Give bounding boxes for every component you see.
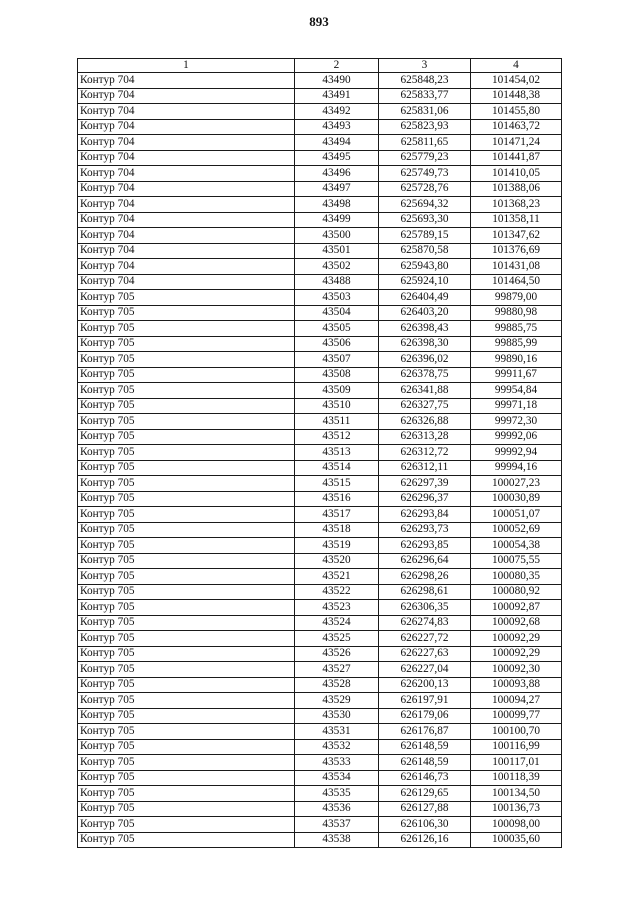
table-row <box>78 662 562 678</box>
coordinate-y-cell: 100080,35 <box>471 569 562 585</box>
coordinate-y-cell: 100092,68 <box>471 615 562 631</box>
table-row <box>78 817 562 833</box>
column-header: 4 <box>471 59 562 73</box>
coordinate-x-cell: 625779,23 <box>379 150 471 166</box>
coordinate-x-cell: 626296,64 <box>379 553 471 569</box>
coordinate-x-cell: 626126,16 <box>379 832 471 848</box>
coordinate-y-cell: 100051,07 <box>471 507 562 523</box>
contour-name-cell: Контур 704 <box>78 88 295 104</box>
coordinate-y-cell: 101448,38 <box>471 88 562 104</box>
coordinate-y-cell: 99885,99 <box>471 336 562 352</box>
contour-name-cell: Контур 705 <box>78 429 295 445</box>
coordinate-y-cell: 101388,06 <box>471 181 562 197</box>
coordinate-y-cell: 99880,98 <box>471 305 562 321</box>
coordinate-y-cell: 101347,62 <box>471 228 562 244</box>
contour-name-cell: Контур 704 <box>78 228 295 244</box>
table-row <box>78 739 562 755</box>
table-row <box>78 383 562 399</box>
coordinate-y-cell: 101410,05 <box>471 166 562 182</box>
coordinate-x-cell: 625789,15 <box>379 228 471 244</box>
point-number-cell: 43534 <box>295 770 379 786</box>
table-row <box>78 445 562 461</box>
table-row <box>78 336 562 352</box>
coordinate-x-cell: 626179,06 <box>379 708 471 724</box>
coordinate-x-cell: 626227,63 <box>379 646 471 662</box>
point-number-cell: 43500 <box>295 228 379 244</box>
coordinate-x-cell: 625823,93 <box>379 119 471 135</box>
coordinate-x-cell: 626127,88 <box>379 801 471 817</box>
contour-name-cell: Контур 705 <box>78 755 295 771</box>
contour-name-cell: Контур 705 <box>78 290 295 306</box>
coordinate-y-cell: 100052,69 <box>471 522 562 538</box>
contour-name-cell: Контур 705 <box>78 693 295 709</box>
coordinate-x-cell: 626227,72 <box>379 631 471 647</box>
point-number-cell: 43510 <box>295 398 379 414</box>
point-number-cell: 43538 <box>295 832 379 848</box>
contour-name-cell: Контур 705 <box>78 724 295 740</box>
coordinate-y-cell: 101368,23 <box>471 197 562 213</box>
coordinate-x-cell: 626326,88 <box>379 414 471 430</box>
coordinate-x-cell: 626296,37 <box>379 491 471 507</box>
point-number-cell: 43517 <box>295 507 379 523</box>
table-row <box>78 352 562 368</box>
coordinate-y-cell: 100094,27 <box>471 693 562 709</box>
point-number-cell: 43502 <box>295 259 379 275</box>
point-number-cell: 43526 <box>295 646 379 662</box>
point-number-cell: 43497 <box>295 181 379 197</box>
table-row <box>78 708 562 724</box>
table-row <box>78 646 562 662</box>
coordinate-y-cell: 100092,87 <box>471 600 562 616</box>
point-number-cell: 43530 <box>295 708 379 724</box>
coordinate-x-cell: 626398,43 <box>379 321 471 337</box>
point-number-cell: 43512 <box>295 429 379 445</box>
coordinate-y-cell: 101431,08 <box>471 259 562 275</box>
point-number-cell: 43490 <box>295 73 379 89</box>
coordinate-y-cell: 100080,92 <box>471 584 562 600</box>
coordinate-y-cell: 100116,99 <box>471 739 562 755</box>
point-number-cell: 43525 <box>295 631 379 647</box>
contour-name-cell: Контур 705 <box>78 600 295 616</box>
point-number-cell: 43507 <box>295 352 379 368</box>
coordinate-x-cell: 626327,75 <box>379 398 471 414</box>
contour-name-cell: Контур 705 <box>78 832 295 848</box>
table-row <box>78 600 562 616</box>
coordinate-y-cell: 100092,29 <box>471 646 562 662</box>
coordinate-x-cell: 626298,26 <box>379 569 471 585</box>
contour-name-cell: Контур 704 <box>78 135 295 151</box>
point-number-cell: 43516 <box>295 491 379 507</box>
coordinate-y-cell: 100136,73 <box>471 801 562 817</box>
point-number-cell: 43494 <box>295 135 379 151</box>
coordinate-x-cell: 625870,58 <box>379 243 471 259</box>
table-row <box>78 522 562 538</box>
point-number-cell: 43515 <box>295 476 379 492</box>
point-number-cell: 43518 <box>295 522 379 538</box>
contour-name-cell: Контур 704 <box>78 73 295 89</box>
point-number-cell: 43520 <box>295 553 379 569</box>
coordinate-y-cell: 101463,72 <box>471 119 562 135</box>
point-number-cell: 43531 <box>295 724 379 740</box>
coordinates-table <box>77 58 562 848</box>
table-row <box>78 88 562 104</box>
table-row <box>78 507 562 523</box>
contour-name-cell: Контур 704 <box>78 119 295 135</box>
coordinate-y-cell: 99972,30 <box>471 414 562 430</box>
contour-name-cell: Контур 705 <box>78 569 295 585</box>
contour-name-cell: Контур 705 <box>78 476 295 492</box>
coordinate-y-cell: 101455,80 <box>471 104 562 120</box>
coordinate-y-cell: 100035,60 <box>471 832 562 848</box>
coordinate-x-cell: 625728,76 <box>379 181 471 197</box>
contour-name-cell: Контур 704 <box>78 150 295 166</box>
table-body <box>78 73 562 848</box>
contour-name-cell: Контур 704 <box>78 259 295 275</box>
contour-name-cell: Контур 705 <box>78 708 295 724</box>
point-number-cell: 43496 <box>295 166 379 182</box>
table-row <box>78 305 562 321</box>
coordinate-x-cell: 626404,49 <box>379 290 471 306</box>
coordinate-y-cell: 99885,75 <box>471 321 562 337</box>
coordinate-y-cell: 100099,77 <box>471 708 562 724</box>
contour-name-cell: Контур 705 <box>78 445 295 461</box>
column-header: 1 <box>78 59 295 73</box>
contour-name-cell: Контур 705 <box>78 786 295 802</box>
contour-name-cell: Контур 705 <box>78 662 295 678</box>
coordinate-y-cell: 101441,87 <box>471 150 562 166</box>
contour-name-cell: Контур 705 <box>78 352 295 368</box>
table-row <box>78 274 562 290</box>
coordinate-y-cell: 99992,94 <box>471 445 562 461</box>
coordinate-x-cell: 626312,11 <box>379 460 471 476</box>
coordinate-x-cell: 626176,87 <box>379 724 471 740</box>
coordinate-x-cell: 626200,13 <box>379 677 471 693</box>
coordinate-x-cell: 625693,30 <box>379 212 471 228</box>
coordinate-x-cell: 626378,75 <box>379 367 471 383</box>
contour-name-cell: Контур 704 <box>78 274 295 290</box>
coordinate-x-cell: 625749,73 <box>379 166 471 182</box>
coordinate-x-cell: 626398,30 <box>379 336 471 352</box>
contour-name-cell: Контур 705 <box>78 631 295 647</box>
coordinate-x-cell: 626148,59 <box>379 755 471 771</box>
contour-name-cell: Контур 705 <box>78 584 295 600</box>
point-number-cell: 43524 <box>295 615 379 631</box>
contour-name-cell: Контур 705 <box>78 383 295 399</box>
coordinate-x-cell: 626106,30 <box>379 817 471 833</box>
point-number-cell: 43503 <box>295 290 379 306</box>
coordinate-x-cell: 626298,61 <box>379 584 471 600</box>
coordinate-y-cell: 100098,00 <box>471 817 562 833</box>
coordinate-x-cell: 626148,59 <box>379 739 471 755</box>
contour-name-cell: Контур 705 <box>78 305 295 321</box>
coordinate-y-cell: 99911,67 <box>471 367 562 383</box>
coordinate-y-cell: 100093,88 <box>471 677 562 693</box>
contour-name-cell: Контур 705 <box>78 553 295 569</box>
point-number-cell: 43511 <box>295 414 379 430</box>
contour-name-cell: Контур 705 <box>78 646 295 662</box>
point-number-cell: 43528 <box>295 677 379 693</box>
coordinate-x-cell: 626403,20 <box>379 305 471 321</box>
coordinate-y-cell: 100030,89 <box>471 491 562 507</box>
contour-name-cell: Контур 705 <box>78 460 295 476</box>
contour-name-cell: Контур 705 <box>78 770 295 786</box>
coordinate-y-cell: 99992,06 <box>471 429 562 445</box>
coordinate-y-cell: 100054,38 <box>471 538 562 554</box>
table-row <box>78 290 562 306</box>
contour-name-cell: Контур 705 <box>78 801 295 817</box>
table-row <box>78 584 562 600</box>
coordinate-x-cell: 625833,77 <box>379 88 471 104</box>
coordinate-y-cell: 101464,50 <box>471 274 562 290</box>
table-row <box>78 197 562 213</box>
contour-name-cell: Контур 705 <box>78 398 295 414</box>
point-number-cell: 43514 <box>295 460 379 476</box>
table-row <box>78 228 562 244</box>
coordinate-x-cell: 626227,04 <box>379 662 471 678</box>
coordinate-x-cell: 626146,73 <box>379 770 471 786</box>
point-number-cell: 43536 <box>295 801 379 817</box>
contour-name-cell: Контур 705 <box>78 538 295 554</box>
coordinate-x-cell: 626396,02 <box>379 352 471 368</box>
coordinate-x-cell: 625811,65 <box>379 135 471 151</box>
table-row <box>78 135 562 151</box>
table-row <box>78 243 562 259</box>
contour-name-cell: Контур 705 <box>78 817 295 833</box>
coordinate-y-cell: 100027,23 <box>471 476 562 492</box>
point-number-cell: 43529 <box>295 693 379 709</box>
contour-name-cell: Контур 705 <box>78 507 295 523</box>
table-row <box>78 166 562 182</box>
point-number-cell: 43509 <box>295 383 379 399</box>
table-row <box>78 367 562 383</box>
coordinate-y-cell: 99994,16 <box>471 460 562 476</box>
table-row <box>78 786 562 802</box>
point-number-cell: 43527 <box>295 662 379 678</box>
table-row <box>78 414 562 430</box>
contour-name-cell: Контур 704 <box>78 166 295 182</box>
point-number-cell: 43535 <box>295 786 379 802</box>
point-number-cell: 43523 <box>295 600 379 616</box>
coordinate-y-cell: 99971,18 <box>471 398 562 414</box>
contour-name-cell: Контур 705 <box>78 414 295 430</box>
coordinate-x-cell: 626293,73 <box>379 522 471 538</box>
table-row <box>78 631 562 647</box>
table-row <box>78 491 562 507</box>
coordinate-y-cell: 101376,69 <box>471 243 562 259</box>
table-row <box>78 259 562 275</box>
coordinate-x-cell: 626341,88 <box>379 383 471 399</box>
table-row <box>78 181 562 197</box>
point-number-cell: 43505 <box>295 321 379 337</box>
contour-name-cell: Контур 704 <box>78 197 295 213</box>
point-number-cell: 43521 <box>295 569 379 585</box>
table-row <box>78 615 562 631</box>
point-number-cell: 43495 <box>295 150 379 166</box>
point-number-cell: 43508 <box>295 367 379 383</box>
coordinate-y-cell: 101454,02 <box>471 73 562 89</box>
point-number-cell: 43506 <box>295 336 379 352</box>
contour-name-cell: Контур 705 <box>78 522 295 538</box>
coordinate-y-cell: 100092,30 <box>471 662 562 678</box>
coordinate-x-cell: 625924,10 <box>379 274 471 290</box>
contour-name-cell: Контур 705 <box>78 367 295 383</box>
point-number-cell: 43519 <box>295 538 379 554</box>
table-row <box>78 770 562 786</box>
coordinate-x-cell: 626293,85 <box>379 538 471 554</box>
coordinate-x-cell: 626313,28 <box>379 429 471 445</box>
contour-name-cell: Контур 704 <box>78 181 295 197</box>
table-row <box>78 429 562 445</box>
table-row <box>78 755 562 771</box>
coordinate-x-cell: 626306,35 <box>379 600 471 616</box>
coordinate-y-cell: 100134,50 <box>471 786 562 802</box>
table-row <box>78 398 562 414</box>
table-row <box>78 460 562 476</box>
coordinate-y-cell: 100092,29 <box>471 631 562 647</box>
contour-name-cell: Контур 705 <box>78 491 295 507</box>
coordinate-y-cell: 100117,01 <box>471 755 562 771</box>
table-row <box>78 569 562 585</box>
point-number-cell: 43493 <box>295 119 379 135</box>
table-row <box>78 677 562 693</box>
table-row <box>78 212 562 228</box>
column-header: 3 <box>379 59 471 73</box>
point-number-cell: 43513 <box>295 445 379 461</box>
table-row <box>78 119 562 135</box>
coordinate-y-cell: 100118,39 <box>471 770 562 786</box>
point-number-cell: 43488 <box>295 274 379 290</box>
coordinate-y-cell: 101471,24 <box>471 135 562 151</box>
point-number-cell: 43537 <box>295 817 379 833</box>
coordinate-x-cell: 626274,83 <box>379 615 471 631</box>
point-number-cell: 43533 <box>295 755 379 771</box>
page-number: 893 <box>309 14 329 29</box>
coordinate-y-cell: 100075,55 <box>471 553 562 569</box>
point-number-cell: 43499 <box>295 212 379 228</box>
point-number-cell: 43491 <box>295 88 379 104</box>
contour-name-cell: Контур 704 <box>78 243 295 259</box>
table-row <box>78 724 562 740</box>
table-row <box>78 150 562 166</box>
point-number-cell: 43532 <box>295 739 379 755</box>
table-row <box>78 73 562 89</box>
table-row <box>78 538 562 554</box>
contour-name-cell: Контур 705 <box>78 739 295 755</box>
coordinate-x-cell: 626129,65 <box>379 786 471 802</box>
contour-name-cell: Контур 704 <box>78 104 295 120</box>
coordinate-x-cell: 625694,32 <box>379 197 471 213</box>
coordinate-y-cell: 99954,84 <box>471 383 562 399</box>
coordinate-y-cell: 99879,00 <box>471 290 562 306</box>
table-row <box>78 553 562 569</box>
coordinate-y-cell: 101358,11 <box>471 212 562 228</box>
table-row <box>78 801 562 817</box>
contour-name-cell: Контур 705 <box>78 615 295 631</box>
column-header: 2 <box>295 59 379 73</box>
contour-name-cell: Контур 705 <box>78 677 295 693</box>
coordinate-x-cell: 625831,06 <box>379 104 471 120</box>
table-row <box>78 832 562 848</box>
coordinate-x-cell: 626312,72 <box>379 445 471 461</box>
coordinate-y-cell: 100100,70 <box>471 724 562 740</box>
point-number-cell: 43492 <box>295 104 379 120</box>
point-number-cell: 43504 <box>295 305 379 321</box>
contour-name-cell: Контур 704 <box>78 212 295 228</box>
coordinate-y-cell: 99890,16 <box>471 352 562 368</box>
table-row <box>78 321 562 337</box>
coordinate-x-cell: 625848,23 <box>379 73 471 89</box>
contour-name-cell: Контур 705 <box>78 321 295 337</box>
table-row <box>78 104 562 120</box>
coordinate-x-cell: 626197,91 <box>379 693 471 709</box>
table-row <box>78 693 562 709</box>
point-number-cell: 43498 <box>295 197 379 213</box>
table-row <box>78 476 562 492</box>
point-number-cell: 43522 <box>295 584 379 600</box>
coordinate-x-cell: 626297,39 <box>379 476 471 492</box>
contour-name-cell: Контур 705 <box>78 336 295 352</box>
coordinate-x-cell: 626293,84 <box>379 507 471 523</box>
coordinate-x-cell: 625943,80 <box>379 259 471 275</box>
table-header-row <box>78 59 562 73</box>
point-number-cell: 43501 <box>295 243 379 259</box>
